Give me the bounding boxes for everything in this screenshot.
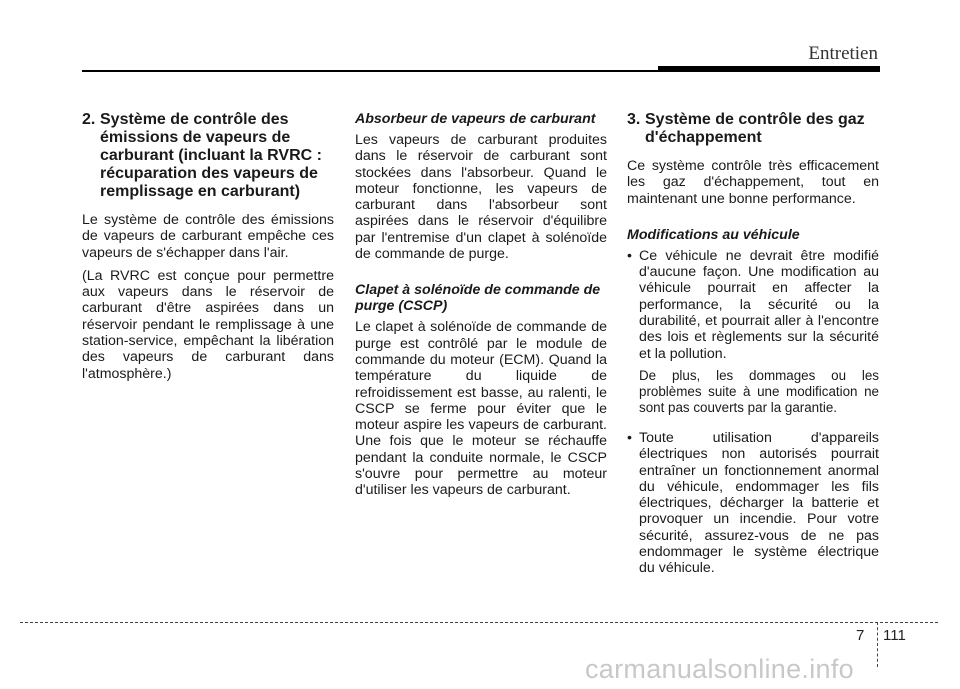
column-middle xyxy=(355,111,607,506)
list-item-body xyxy=(639,248,879,422)
pcsv-paragraph: Le clapet à solénoïde de commande de purge est contrôlé par le module de commande du moteur (ECM). Quand la température du liquide de refroidissement est basse, au ralenti, le CSCP se ferme pour éviter que le moteur aspire les vapeurs de carburant. Une fois que le moteur se réchauffe pendant la conduite normale, le CSCP s'ouvre pour permettre au moteur d'utiliser les vapeurs de carburant. xyxy=(355,319,607,499)
footer-divider xyxy=(877,622,878,667)
page-header-title: Entretien xyxy=(808,43,878,64)
section-2-title xyxy=(82,111,334,201)
pcsv-subtitle: Clapet à solénoïde de commande de purge (CSCP) xyxy=(355,282,601,315)
bullet-1-text: Ce véhicule ne devrait être modifié d'aucune façon. Une modification au véhicule pourrait en affecter la performance, la sécurité ou la durabilité, et pourrait aller à l'encontre des lois et règlements sur la sécurité et la pollution. xyxy=(639,247,879,362)
canister-subtitle: Absorbeur de vapeurs de carburant xyxy=(355,111,596,127)
watermark: carmanualsonline.info xyxy=(585,654,854,684)
chapter-number: 7 xyxy=(856,627,865,644)
column-left xyxy=(82,111,334,389)
section-3-intro: Ce système contrôle très efficacement les gaz d'échappement, tout en maintenant une bonne performance. xyxy=(627,158,879,207)
bullet-icon: • xyxy=(627,429,632,446)
modifications-subtitle: Modifications au véhicule xyxy=(627,226,800,243)
list-item xyxy=(627,248,879,422)
section-3-heading: Système de contrôle des gaz d'échappement xyxy=(645,111,865,146)
section-2-paragraph-2: (La RVRC est conçue pour permettre aux vapeurs dans le réservoir de carburant d'être aspirées dans un réservoir pendant le remplissage à une station-service, empêchant la libération des vapeurs de carburant dans l'atmosphère.) xyxy=(82,267,334,382)
canister-paragraph: Les vapeurs de carburant produites dans le réservoir de carburant sont stockées dans l'absorbeur. Quand le moteur fonctionne, les vapeurs de carburant dans l'absorbeur sont aspirées dans le réservoir d'équilibre par l'entremise d'un clapet à solénoïde de commande de purge. xyxy=(355,132,607,263)
footer-rule xyxy=(20,622,938,623)
bullet-1-note: De plus, les dommages ou les problèmes suite à une modification ne sont pas couverts par la garantie. xyxy=(639,367,879,415)
section-2-number: 2. xyxy=(82,111,96,128)
bullet-2-text: Toute utilisation d'appareils électriques non autorisés pourrait entraîner un fonctionnement anormal du véhicule, endommager les fils électriques, décharger la batterie et provoquer un incendie. Pour votre sécurité, assurez-vous de ne pas endommager le système électrique du véhicule. xyxy=(639,429,879,577)
section-3-number: 3. xyxy=(627,111,641,128)
column-right xyxy=(627,111,879,591)
list-item-body xyxy=(639,430,879,583)
modifications-list xyxy=(627,248,879,583)
section-2-heading: Système de contrôle des émissions de vapeurs de carburant (incluant la RVRC : récuparation des vapeurs de remplissage en carburant) xyxy=(100,111,322,200)
section-3-title xyxy=(627,111,879,147)
header-rule-accent xyxy=(658,66,880,72)
page-number: 111 xyxy=(883,627,906,644)
section-2-paragraph-1: Le système de contrôle des émissions de vapeurs de carburant empêche ces vapeurs de s'échapper dans l'air. xyxy=(82,212,334,261)
bullet-icon: • xyxy=(627,247,632,264)
list-item xyxy=(627,430,879,583)
